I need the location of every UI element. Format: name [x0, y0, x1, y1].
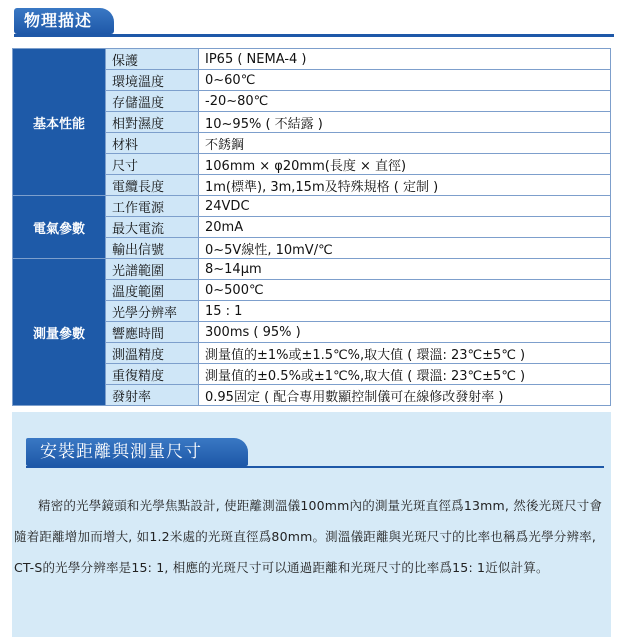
row-label: 測溫精度 — [106, 343, 199, 364]
table-row — [13, 49, 611, 70]
row-value: 106mm × φ20mm(長度 × 直徑) — [199, 154, 611, 175]
row-value: 不銹鋼 — [199, 133, 611, 154]
row-label: 最大電流 — [106, 217, 199, 238]
row-value: 0~60℃ — [199, 70, 611, 91]
row-value: 24VDC — [199, 196, 611, 217]
row-label: 存儲溫度 — [106, 91, 199, 112]
row-label: 尺寸 — [106, 154, 199, 175]
row-value: IP65 ( NEMA-4 ) — [199, 49, 611, 70]
row-label: 材料 — [106, 133, 199, 154]
category-measurement: 測量參數 — [13, 259, 106, 406]
row-label: 發射率 — [106, 385, 199, 406]
row-label: 溫度範圍 — [106, 280, 199, 301]
section-title-installation: 安裝距離與測量尺寸 — [26, 438, 248, 466]
row-label: 光譜範圍 — [106, 259, 199, 280]
row-value: 0~5V線性, 10mV/℃ — [199, 238, 611, 259]
row-label: 重復精度 — [106, 364, 199, 385]
row-label: 環境溫度 — [106, 70, 199, 91]
row-label: 響應時間 — [106, 322, 199, 343]
row-value: 0.95固定 ( 配合專用數顯控制儀可在線修改發射率 ) — [199, 385, 611, 406]
row-value: 測量值的±0.5%或±1℃%,取大值 ( 環溫: 23℃±5℃ ) — [199, 364, 611, 385]
section-title-underline — [26, 466, 604, 468]
row-label: 相對濕度 — [106, 112, 199, 133]
row-label: 保護 — [106, 49, 199, 70]
category-electrical: 電氣參數 — [13, 196, 106, 259]
spec-table — [12, 48, 611, 406]
row-value: 10~95% ( 不結露 ) — [199, 112, 611, 133]
row-value: 8~14μm — [199, 259, 611, 280]
row-value: 15 : 1 — [199, 301, 611, 322]
row-value: -20~80℃ — [199, 91, 611, 112]
table-row — [13, 259, 611, 280]
section-title-underline — [14, 34, 614, 37]
installation-paragraph: 精密的光學鏡頭和光學焦點設計, 使距離測溫儀100mm內的測量光斑直徑爲13mm, 然後光斑尺寸會隨着距離增加而增大, 如1.2米處的光斑直徑爲80mm。測溫儀距離與光斑尺寸的比率也稱爲光學分辨率, CT-S的光學分辨率是15: 1, 相應的光斑尺寸可以通過距離和光斑尺寸的比率爲15: 1近似計算。 — [14, 498, 603, 575]
section-title-physical: 物理描述 — [14, 8, 114, 34]
row-value: 20mA — [199, 217, 611, 238]
row-label: 輸出信號 — [106, 238, 199, 259]
row-label: 電纜長度 — [106, 175, 199, 196]
row-value: 測量值的±1%或±1.5℃%,取大值 ( 環溫: 23℃±5℃ ) — [199, 343, 611, 364]
row-value: 300ms ( 95% ) — [199, 322, 611, 343]
row-value: 0~500℃ — [199, 280, 611, 301]
row-value: 1m(標準), 3m,15m及特殊規格 ( 定制 ) — [199, 175, 611, 196]
table-row — [13, 196, 611, 217]
category-basic: 基本性能 — [13, 49, 106, 196]
row-label: 光學分辨率 — [106, 301, 199, 322]
row-label: 工作電源 — [106, 196, 199, 217]
